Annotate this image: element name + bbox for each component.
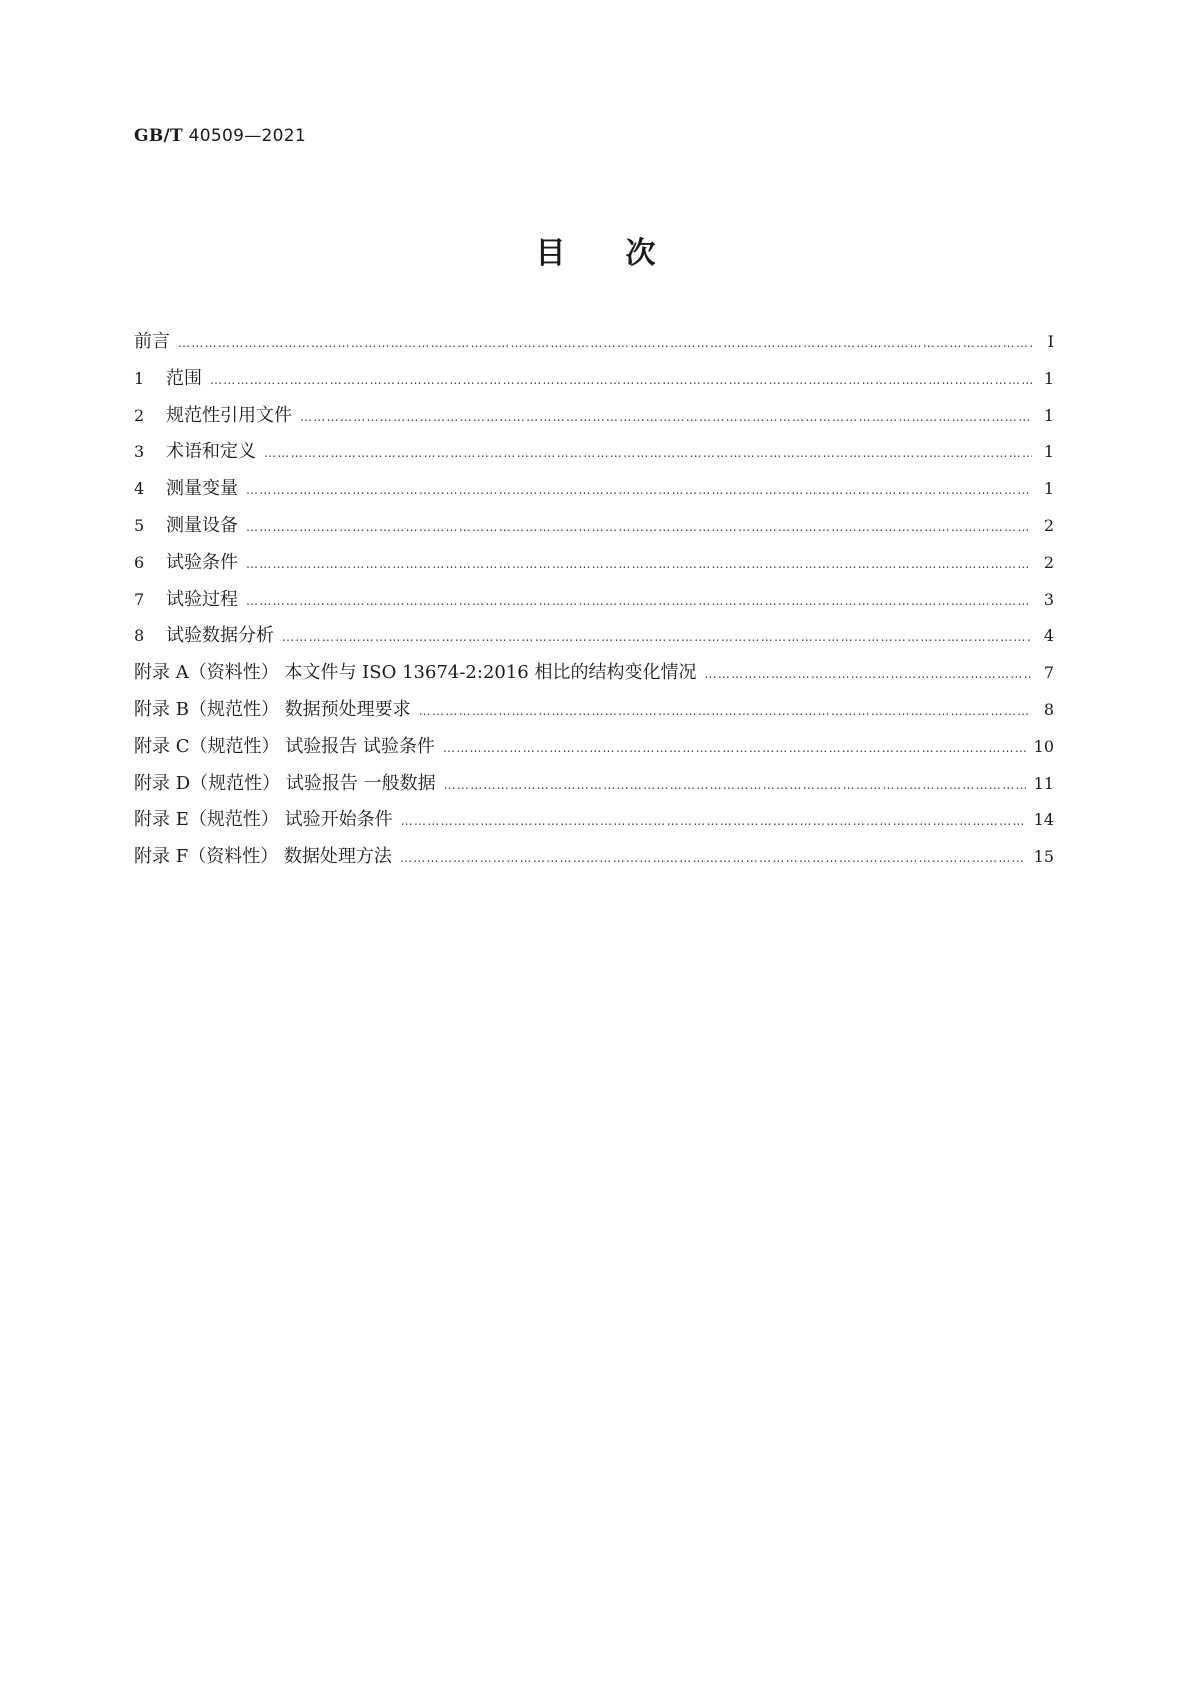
dot-leader xyxy=(246,557,1032,571)
dot-leader xyxy=(246,483,1032,497)
toc-entry-number: 7 xyxy=(134,589,145,609)
toc-entry-label xyxy=(134,327,170,353)
toc-entry[interactable] xyxy=(134,401,1054,438)
toc-entry[interactable] xyxy=(134,769,1054,806)
dot-leader xyxy=(419,704,1032,718)
dot-leader xyxy=(400,851,1026,865)
toc-entry-label xyxy=(134,658,696,684)
toc-entry-page: 2 xyxy=(1043,552,1054,572)
toc-entry-label xyxy=(134,364,202,390)
toc-entry-label xyxy=(134,548,238,574)
toc-entry-page: 7 xyxy=(1043,663,1054,683)
dot-leader xyxy=(282,630,1032,644)
standard-number: 40509—2021 xyxy=(188,126,307,146)
toc-entry-title: 附录 B（规范性） 数据预处理要求 xyxy=(134,698,411,720)
toc-entry-title: 附录 A（资料性） 本文件与 ISO 13674-2:2016 相比的结构变化情况 xyxy=(134,662,697,684)
toc-entry-page: 8 xyxy=(1043,699,1054,719)
toc-entry-page: 10 xyxy=(1033,736,1054,756)
toc-entry-title: 规范性引用文件 xyxy=(166,404,292,426)
dot-leader xyxy=(443,741,1026,755)
toc-entry-page: 15 xyxy=(1033,847,1054,867)
toc-entry[interactable] xyxy=(134,732,1054,769)
toc-entry[interactable] xyxy=(134,511,1054,548)
toc-entry-label xyxy=(134,511,238,537)
toc-entry-title: 测量变量 xyxy=(166,478,238,500)
toc-entry[interactable] xyxy=(134,658,1054,695)
toc-entry-page: 1 xyxy=(1043,405,1054,425)
page-title: 目次 xyxy=(535,236,716,271)
toc-entry-title: 前言 xyxy=(134,331,170,352)
toc-entry-label xyxy=(134,842,392,868)
standard-code xyxy=(134,126,306,146)
toc-entry-title: 附录 E（规范性） 试验开始条件 xyxy=(134,809,393,831)
toc-entry-number: 6 xyxy=(134,552,145,572)
toc-entry-page: Ⅰ xyxy=(1047,332,1054,351)
toc-entry-title: 附录 C（规范性） 试验报告 试验条件 xyxy=(134,735,435,757)
toc-entry-title: 测量设备 xyxy=(166,514,238,536)
toc-entry[interactable] xyxy=(134,474,1054,511)
toc-entry[interactable] xyxy=(134,364,1054,401)
toc-entry-label xyxy=(134,732,435,758)
toc-entry-page: 11 xyxy=(1033,773,1054,793)
toc-entry-title: 试验数据分析 xyxy=(166,625,274,647)
toc-entry-title: 范围 xyxy=(166,367,202,389)
toc-entry-label xyxy=(134,769,436,795)
toc-entry-number: 1 xyxy=(134,368,145,388)
toc-entry-page: 2 xyxy=(1043,515,1054,535)
toc-entry-page: 4 xyxy=(1043,626,1054,646)
toc-entry[interactable] xyxy=(134,842,1054,879)
toc-entry-number: 3 xyxy=(134,442,145,462)
toc-entry-title: 术语和定义 xyxy=(166,441,256,463)
toc-entry-page: 3 xyxy=(1043,589,1054,609)
toc-entry[interactable] xyxy=(134,548,1054,585)
toc-entry-number: 8 xyxy=(134,626,145,646)
toc-entry-number: 5 xyxy=(134,515,145,535)
toc-entry-page: 1 xyxy=(1043,479,1054,499)
toc-entry-page: 14 xyxy=(1033,810,1054,830)
dot-leader xyxy=(401,814,1026,828)
toc-entry-page: 1 xyxy=(1043,368,1054,388)
dot-leader xyxy=(246,594,1032,608)
toc-entry[interactable] xyxy=(134,437,1054,474)
dot-leader xyxy=(300,410,1032,424)
toc-entry-number: 2 xyxy=(134,405,145,425)
toc-entry[interactable] xyxy=(134,621,1054,658)
toc-entry-label xyxy=(134,437,256,463)
toc-entry-label xyxy=(134,585,238,611)
standard-prefix: GB/T xyxy=(134,126,183,146)
dot-leader xyxy=(246,520,1032,534)
toc-entry[interactable] xyxy=(134,585,1054,622)
toc-entry-label xyxy=(134,401,292,427)
toc-entry[interactable] xyxy=(134,327,1054,364)
toc-entry-title: 附录 D（规范性） 试验报告 一般数据 xyxy=(134,772,436,794)
toc-entry-label xyxy=(134,621,274,647)
toc-entry-title: 试验条件 xyxy=(166,551,238,573)
dot-leader xyxy=(444,778,1026,792)
toc-entry-label xyxy=(134,805,393,831)
toc-entry-label xyxy=(134,474,238,500)
toc-entry-page: 1 xyxy=(1043,442,1054,462)
dot-leader xyxy=(264,446,1032,460)
toc-entry-label xyxy=(134,695,411,721)
toc-entry-title: 附录 F（资料性） 数据处理方法 xyxy=(134,846,392,868)
toc-entry[interactable] xyxy=(134,805,1054,842)
table-of-contents xyxy=(134,327,1054,879)
dot-leader xyxy=(704,667,1032,681)
toc-entry-number: 4 xyxy=(134,479,145,499)
dot-leader xyxy=(210,373,1032,387)
dot-leader xyxy=(178,336,1032,350)
toc-entry[interactable] xyxy=(134,695,1054,732)
toc-entry-title: 试验过程 xyxy=(166,588,238,610)
